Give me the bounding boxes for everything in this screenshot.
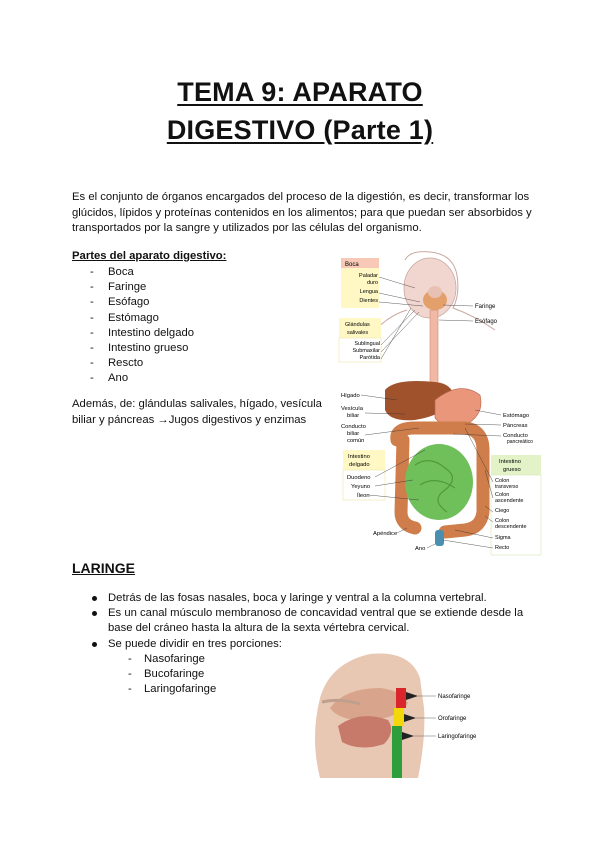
page-title-line2: DIGESTIVO (Parte 1) [166, 115, 434, 145]
label-dientes: Dientes [359, 298, 378, 304]
intro-paragraph: Es el conjunto de órganos encargados del proceso de la digestión, es decir, transformar los glúcidos, lípidos y proteínas contenidos en los alimentos; para que puedan ser absorbidos y transportados por la sangre y utilizados por las células del organismo. [72, 191, 532, 234]
label-colon-transverso: Colon [495, 478, 510, 484]
label-delgado: delgado [349, 462, 370, 468]
label-biliar: biliar [347, 413, 360, 419]
label-sublingual: Sublingual [354, 341, 380, 347]
page-title-line1: TEMA 9: APARATO [177, 77, 423, 107]
list-item: - Intestino delgado [88, 326, 194, 341]
label-faringe: Faringe [475, 304, 496, 310]
label-lengua: Lengua [359, 289, 378, 295]
label-orofaringe: Orofaringe [438, 716, 467, 722]
label-descendente: descendente [495, 524, 527, 530]
label-ciego: Ciego [495, 508, 510, 514]
laringe-bullets [90, 591, 530, 652]
label-esofago: Esófago [475, 319, 498, 325]
list-item: Es un canal músculo membranoso de concavidad ventral que se extiende desde la base del cráneo hasta la altura de la sexta vértebra cervical. [90, 606, 530, 636]
list-item: Detrás de las fosas nasales, boca y laringe y ventral a la columna vertebral. [90, 591, 530, 606]
label-glandulas: Glándulas [345, 322, 370, 328]
label-intestino-grueso: Intestino [499, 459, 521, 465]
parts-list [88, 265, 194, 387]
nasopharynx-shape [396, 688, 406, 708]
label-colon-descendente: Colon [495, 518, 510, 524]
label-ano: Ano [415, 546, 426, 552]
list-item: - Estómago [88, 311, 194, 326]
label-colon-ascendente: Colon [495, 492, 510, 498]
label-paladar: Paladar [359, 273, 378, 279]
label-higado: Hígado [341, 393, 360, 399]
list-item: - Ano [88, 371, 194, 386]
also-paragraph: Además, de: glándulas salivales, hígado, vesícula biliar y páncreas →Jugos digestivos y enzimas [72, 398, 322, 426]
rectum-shape [435, 530, 444, 546]
label-salivales: salivales [347, 330, 369, 336]
label-estomago: Estómago [503, 413, 530, 419]
list-item: - Laringofaringe [126, 682, 216, 697]
label-yeyuno: Yeyuno [351, 484, 371, 490]
list-item: - Faringe [88, 280, 194, 295]
label-duodeno: Duodeno [347, 475, 371, 481]
list-item: Se puede dividir en tres porciones: [90, 637, 530, 652]
label-pancreas: Páncreas [503, 423, 528, 429]
label-laringofaringe: Laringofaringe [438, 734, 477, 740]
label-grueso: grueso [503, 467, 521, 473]
list-item: - Intestino grueso [88, 341, 194, 356]
label-comun: común [347, 438, 365, 444]
laryngopharynx-shape [392, 726, 402, 778]
label-transverso: transverso [495, 484, 519, 490]
oropharynx-shape [394, 708, 404, 726]
pharynx-diagram [300, 648, 500, 780]
label-duro: duro [366, 280, 378, 286]
laringe-portions [126, 652, 216, 698]
label-recto: Recto [495, 545, 510, 551]
list-item: - Rescto [88, 356, 194, 371]
parts-heading: Partes del aparato digestivo: [72, 250, 227, 262]
label-sigma: Sigma [495, 535, 511, 541]
list-item: - Nasofaringe [126, 652, 216, 667]
label-pancreatico: pancreático [507, 439, 533, 445]
label-submaxilar: Submaxilar [352, 348, 380, 354]
label-ascendente: ascendente [495, 498, 524, 504]
section-heading-laringe: LARINGE [72, 560, 135, 576]
label-ileon: Íleon [357, 493, 370, 499]
label-conducto: Conducto [341, 424, 366, 430]
label-biliar2: biliar [347, 431, 360, 437]
label-intestino-delgado: Intestino [348, 454, 370, 460]
list-item: - Bucofaringe [126, 667, 216, 682]
label-nasofaringe: Nasofaringe [438, 694, 471, 700]
digestive-system-diagram [335, 250, 545, 556]
label-conducto-pancreatico: Conducto [503, 433, 528, 439]
label-apendice: Apéndice [373, 531, 398, 537]
label-boca: Boca [345, 262, 359, 268]
label-vesicula: Vesícula [341, 406, 363, 412]
list-item: - Esófago [88, 295, 194, 310]
list-item: - Boca [88, 265, 194, 280]
label-parotida: Parótida [359, 355, 380, 361]
